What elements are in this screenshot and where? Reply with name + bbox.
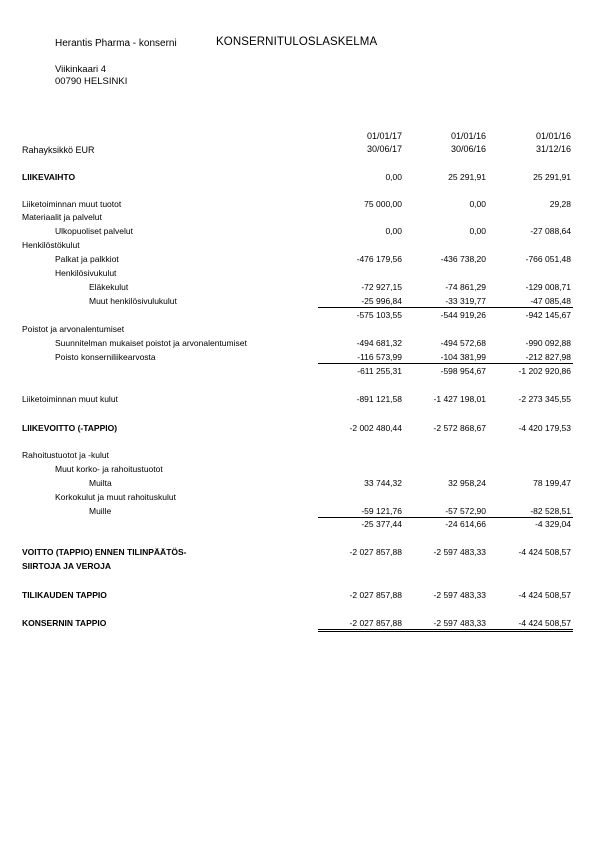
row-value-c1: 0,00	[385, 226, 402, 236]
row-label-other-operating-expenses: Liiketoiminnan muut kulut	[22, 394, 118, 404]
company-name: Herantis Pharma - konserni	[55, 38, 177, 49]
row-value-c1: -2 002 480,44	[349, 423, 402, 433]
row-value-c2: -104 381,99	[440, 352, 486, 362]
row-value-c2: -33 319,77	[445, 296, 486, 306]
row-value-c1: 0,00	[385, 172, 402, 182]
double-underline-rule	[487, 631, 573, 632]
row-label-other-interest-income: Muut korko- ja rahoitustuotot	[55, 464, 163, 474]
subtotal-value-c3: -942 145,67	[525, 310, 571, 320]
column-1-end-date: 30/06/17	[366, 144, 402, 154]
column-3-end-date: 31/12/16	[535, 144, 571, 154]
row-label-other-operating-income: Liiketoiminnan muut tuotot	[22, 199, 122, 209]
row-value-c3: -129 008,71	[525, 282, 571, 292]
row-value-c1: -59 121,76	[361, 506, 402, 516]
row-value-c2: 25 291,91	[448, 172, 486, 182]
row-label-pension-costs: Eläkekulut	[89, 282, 129, 292]
row-value-c1: -2 027 857,88	[349, 618, 402, 628]
row-value-c2: -2 597 483,33	[433, 547, 486, 557]
column-2-start-date: 01/01/16	[450, 131, 486, 141]
row-value-c3: 25 291,91	[533, 172, 571, 182]
document-title: KONSERNITULOSLASKELMA	[216, 36, 378, 48]
row-value-c1: 33 744,32	[364, 478, 402, 488]
row-value-c2: -2 572 868,67	[433, 423, 486, 433]
row-value-c1: -476 179,56	[356, 254, 402, 264]
row-value-c3: -2 273 345,55	[518, 394, 571, 404]
double-underline-rule	[318, 631, 404, 632]
subtotal-rule	[402, 363, 488, 364]
subtotal-value-c1: -611 255,31	[357, 366, 402, 376]
column-3-start-date: 01/01/16	[535, 131, 571, 141]
subtotal-rule	[402, 517, 488, 518]
row-label-liikevaihto: LIIKEVAIHTO	[22, 172, 76, 182]
row-label-other-social-costs: Muut henkilösivulukulut	[89, 296, 177, 306]
row-value-c3: -27 088,64	[530, 226, 571, 236]
row-label-planned-depreciation: Suunnitelman mukaiset poistot ja arvonalentumiset	[55, 338, 247, 348]
subtotal-value-c1: -25 377,44	[361, 519, 402, 529]
row-value-c3: -4 424 508,57	[518, 547, 571, 557]
row-label-appropriations-taxes: SIIRTOJA JA VEROJA	[22, 561, 111, 571]
double-underline-rule	[402, 629, 488, 630]
row-label-personnel-expenses: Henkilöstökulut	[22, 240, 80, 250]
column-2-end-date: 30/06/16	[450, 144, 486, 154]
row-value-c3: -82 528,51	[530, 506, 571, 516]
subtotal-value-c1: -575 103,55	[356, 310, 402, 320]
double-underline-rule	[487, 629, 573, 630]
subtotal-rule	[318, 363, 404, 364]
row-value-c2: -1 427 198,01	[433, 394, 486, 404]
row-value-c3: 78 199,47	[533, 478, 571, 488]
subtotal-rule	[487, 307, 573, 308]
row-value-c1: -2 027 857,88	[349, 590, 402, 600]
row-value-c2: -436 738,20	[440, 254, 486, 264]
row-value-c1: -72 927,15	[361, 282, 402, 292]
row-value-c2: 0,00	[469, 226, 486, 236]
row-label-group-loss: KONSERNIN TAPPIO	[22, 618, 107, 628]
row-value-c2: 32 958,24	[448, 478, 486, 488]
row-label-to-others: Muille	[89, 506, 112, 516]
subtotal-value-c2: -544 919,26	[440, 310, 486, 320]
row-label-from-others: Muilta	[89, 478, 112, 488]
row-value-c1: -25 996,84	[361, 296, 402, 306]
subtotal-value-c2: -598 954,67	[440, 366, 486, 376]
row-value-c1: -116 573,99	[357, 352, 402, 362]
row-label-profit-before-appropriations: VOITTO (TAPPIO) ENNEN TILINPÄÄTÖS-	[22, 547, 187, 557]
row-label-external-services: Ulkopuoliset palvelut	[55, 226, 133, 236]
row-value-c3: -4 420 179,53	[518, 423, 571, 433]
row-value-c3: 29,28	[549, 199, 571, 209]
row-value-c3: -212 827,98	[525, 352, 571, 362]
row-value-c1: -891 121,58	[356, 394, 402, 404]
address-street: Viikinkaari 4	[55, 64, 107, 75]
row-value-c3: -47 085,48	[530, 296, 571, 306]
subtotal-rule	[487, 363, 573, 364]
double-underline-rule	[318, 629, 404, 630]
row-label-goodwill-amortization: Poisto konserniliikearvosta	[55, 352, 156, 362]
currency-unit-label: Rahayksikkö EUR	[22, 145, 95, 155]
row-value-c3: -4 424 508,57	[518, 590, 571, 600]
row-value-c2: -2 597 483,33	[433, 618, 486, 628]
row-label-operating-profit: LIIKEVOITTO (-TAPPIO)	[22, 423, 118, 433]
row-label-financial-items: Rahoitustuotot ja -kulut	[22, 450, 109, 460]
row-value-c3: -990 092,88	[525, 338, 571, 348]
row-label-depreciation: Poistot ja arvonalentumiset	[22, 324, 125, 334]
column-1-start-date: 01/01/17	[366, 131, 402, 141]
double-underline-rule	[402, 631, 488, 632]
subtotal-rule	[318, 517, 404, 518]
row-label-loss-for-period: TILIKAUDEN TAPPIO	[22, 590, 107, 600]
address-city: 00790 HELSINKI	[55, 76, 128, 87]
row-value-c1: -2 027 857,88	[349, 547, 402, 557]
subtotal-value-c2: -24 614,66	[445, 519, 486, 529]
row-label-social-security: Henkilösivukulut	[55, 268, 117, 278]
subtotal-rule	[487, 517, 573, 518]
subtotal-value-c3: -1 202 920,86	[518, 366, 571, 376]
row-value-c1: -494 681,32	[356, 338, 402, 348]
row-label-materials-services: Materiaalit ja palvelut	[22, 212, 102, 222]
row-value-c2: 0,00	[469, 199, 486, 209]
row-value-c3: -4 424 508,57	[518, 618, 571, 628]
subtotal-value-c3: -4 329,04	[535, 519, 571, 529]
row-label-wages-salaries: Palkat ja palkkiot	[55, 254, 119, 264]
row-value-c2: -57 572,90	[445, 506, 486, 516]
subtotal-rule	[402, 307, 488, 308]
subtotal-rule	[318, 307, 404, 308]
row-value-c2: -74 861,29	[445, 282, 486, 292]
row-value-c2: -2 597 483,33	[433, 590, 486, 600]
row-value-c2: -494 572,68	[440, 338, 486, 348]
row-value-c3: -766 051,48	[525, 254, 571, 264]
row-label-interest-expenses: Korkokulut ja muut rahoituskulut	[55, 492, 176, 502]
row-value-c1: 75 000,00	[364, 199, 402, 209]
